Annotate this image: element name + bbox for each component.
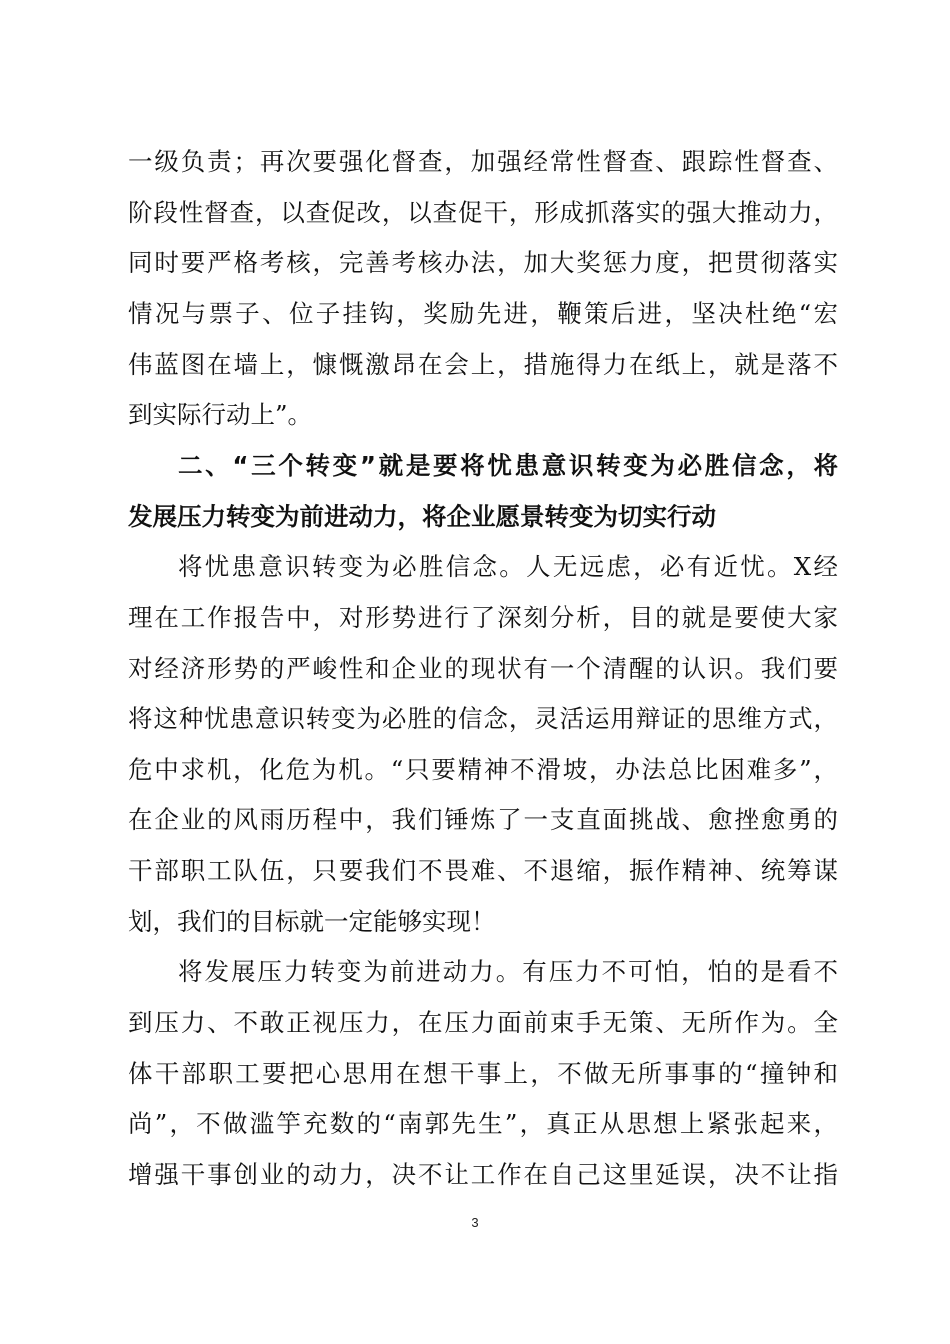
body-text-line: 尚”，不做滥竽充数的“南郭先生”，真正从思想上紧张起来， (128, 1109, 838, 1138)
body-text-line: 阶段性督查，以查促改，以查促干，形成抓落实的强大推动力， (128, 198, 838, 227)
body-text-line: 体干部职工要把心思用在想干事上，不做无所事事的“撞钟和 (128, 1059, 838, 1088)
body-text-line: 同时要严格考核，完善考核办法，加大奖惩力度，把贯彻落实 (128, 248, 838, 277)
body-text-line: 将这种忧患意识转变为必胜的信念，灵活运用辩证的思维方式， (128, 704, 838, 733)
body-text-line: 一级负责；再次要强化督查，加强经常性督查、跟踪性督查、 (128, 147, 838, 176)
body-text-line: 将忧患意识转变为必胜信念。人无远虑，必有近忧。X经 (178, 552, 838, 581)
section-heading-line: 发展压力转变为前进动力，将企业愿景转变为切实行动 (128, 502, 716, 531)
body-text-line: 危中求机，化危为机。“只要精神不滑坡，办法总比困难多”， (128, 755, 838, 784)
body-text-line: 到实际行动上”。 (128, 400, 313, 429)
body-text-line: 理在工作报告中，对形势进行了深刻分析，目的就是要使大家 (128, 603, 838, 632)
body-text-line: 将发展压力转变为前进动力。有压力不可怕，怕的是看不 (178, 957, 838, 986)
body-text-line: 增强干事创业的动力，决不让工作在自己这里延误，决不让指 (128, 1160, 838, 1189)
body-text-line: 干部职工队伍，只要我们不畏难、不退缩，振作精神、统筹谋 (128, 856, 838, 885)
section-heading-line: 二、“三个转变”就是要将忧患意识转变为必胜信念，将 (178, 451, 838, 480)
body-text-line: 在企业的风雨历程中，我们锤炼了一支直面挑战、愈挫愈勇的 (128, 805, 838, 834)
body-text-line: 划，我们的目标就一定能够实现！ (128, 907, 496, 936)
page-number: 3 (471, 1215, 479, 1230)
body-text-line: 对经济形势的严峻性和企业的现状有一个清醒的认识。我们要 (128, 654, 838, 683)
body-text-line: 情况与票子、位子挂钩，奖励先进，鞭策后进，坚决杜绝“宏 (128, 299, 838, 328)
body-text-line: 伟蓝图在墙上，慷慨激昂在会上，措施得力在纸上，就是落不 (128, 350, 838, 379)
body-text-line: 到压力、不敢正视压力，在压力面前束手无策、无所作为。全 (128, 1008, 838, 1037)
